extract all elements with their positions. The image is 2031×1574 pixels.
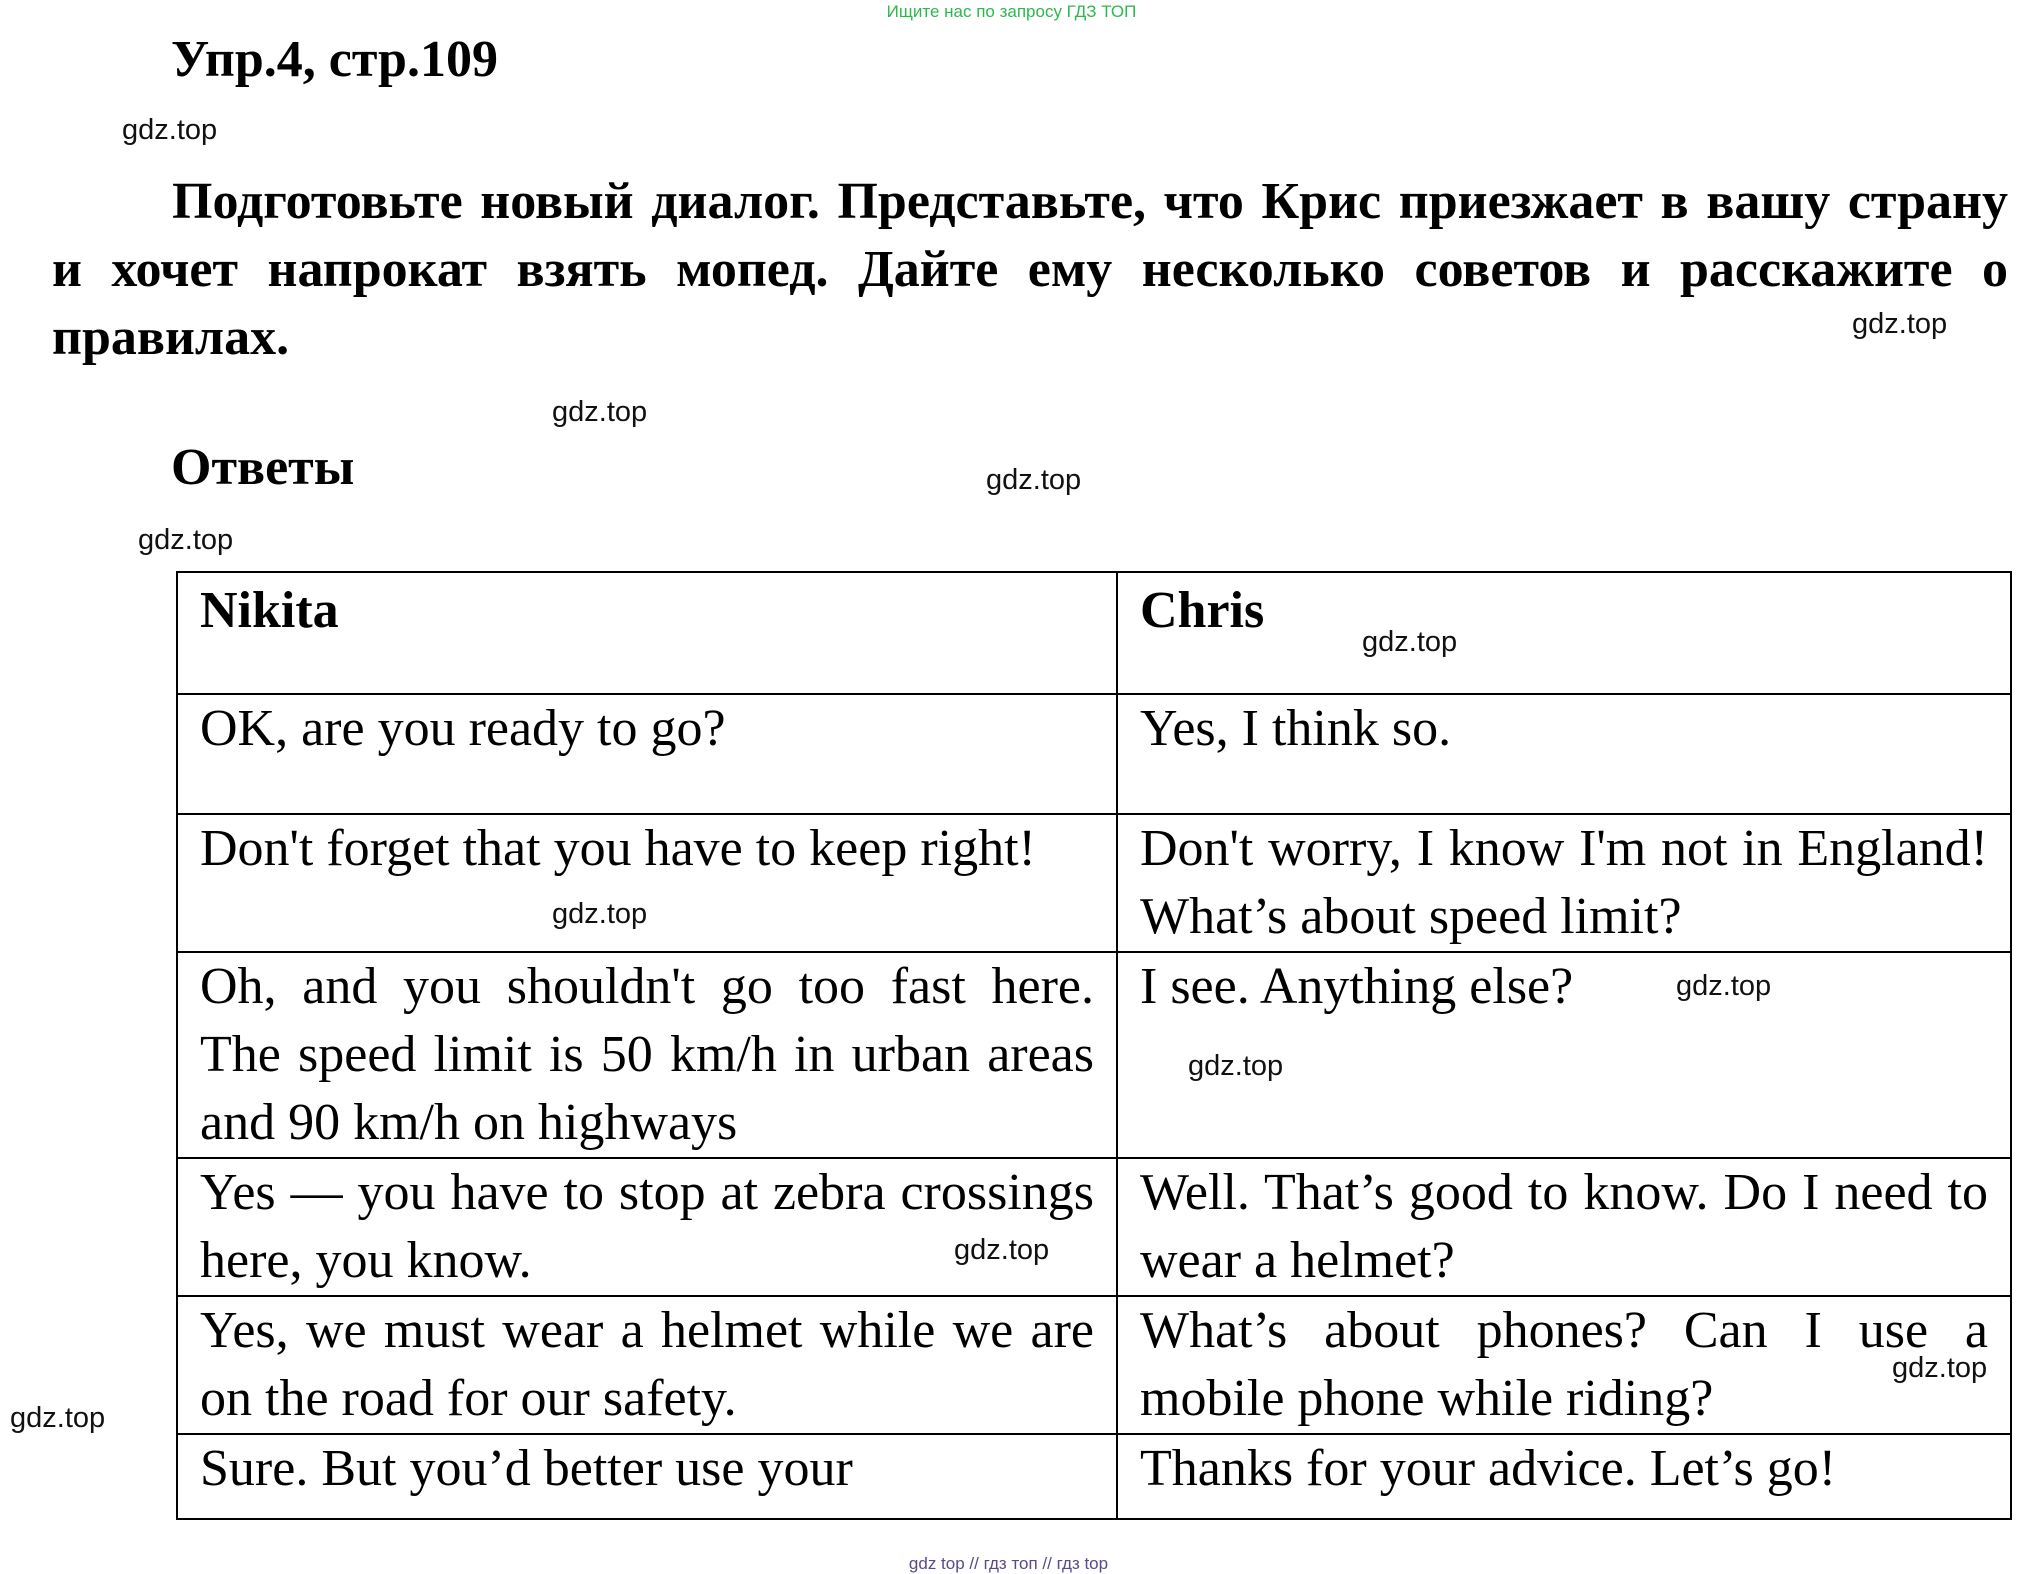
watermark: gdz.top xyxy=(986,464,1082,496)
watermark: gdz.top xyxy=(954,1234,1050,1266)
top-banner: Ищите нас по запросу ГДЗ ТОП xyxy=(886,2,1137,21)
table-row xyxy=(177,1296,2011,1434)
table-row xyxy=(177,814,2011,952)
answers-title: Ответы xyxy=(171,439,355,496)
header-chris: Chris xyxy=(1117,572,2011,694)
watermark: gdz.top xyxy=(1362,626,1458,658)
chris-line: Well. That’s good to know. Do I need to wear a helmet? xyxy=(1117,1158,2011,1296)
watermark: gdz.top xyxy=(552,396,648,428)
table-header-row xyxy=(177,572,2011,694)
nikita-line: Oh, and you shouldn't go too fast here. The speed limit is 50 km/h in urban areas and 90 km/h on highways xyxy=(177,952,1117,1158)
watermark: gdz.top xyxy=(1892,1352,1988,1384)
watermark: gdz.top xyxy=(138,524,234,556)
table-row xyxy=(177,694,2011,814)
chris-line: Don't worry, I know I'm not in England! What’s about speed limit? xyxy=(1117,814,2011,952)
watermark: gdz.top xyxy=(10,1402,106,1434)
nikita-line: OK, are you ready to go? xyxy=(177,694,1117,814)
watermark: gdz.top xyxy=(1676,970,1772,1002)
nikita-line: Don't forget that you have to keep right! xyxy=(177,814,1117,952)
nikita-line: Sure. But you’d better use your xyxy=(177,1434,1117,1519)
footer-links: gdz top // гдз топ // гдз top xyxy=(908,1554,1109,1573)
task-text: Подготовьте новый диалог. Представьте, что Крис приезжает в вашу страну и хочет напрокат взять мопед. Дайте ему несколько советов и расскажите о правилах. xyxy=(52,173,2008,366)
chris-line: What’s about phones? Can I use a mobile phone while riding? xyxy=(1117,1296,2011,1434)
dialogue-table xyxy=(176,571,2012,1520)
watermark: gdz.top xyxy=(1852,308,1948,340)
chris-line: Thanks for your advice. Let’s go! xyxy=(1117,1434,2011,1519)
watermark: gdz.top xyxy=(552,898,648,930)
chris-line: I see. Anything else? xyxy=(1117,952,2011,1158)
watermark: gdz.top xyxy=(1188,1050,1284,1082)
table-row xyxy=(177,1158,2011,1296)
watermark: gdz.top xyxy=(122,114,218,146)
header-nikita: Nikita xyxy=(177,572,1117,694)
exercise-heading: Упр.4, стр.109 xyxy=(171,31,498,88)
chris-line: Yes, I think so. xyxy=(1117,694,2011,814)
nikita-line: Yes, we must wear a helmet while we are on the road for our safety. xyxy=(177,1296,1117,1434)
table-row xyxy=(177,1434,2011,1519)
nikita-line: Yes — you have to stop at zebra crossings here, you know. xyxy=(177,1158,1117,1296)
